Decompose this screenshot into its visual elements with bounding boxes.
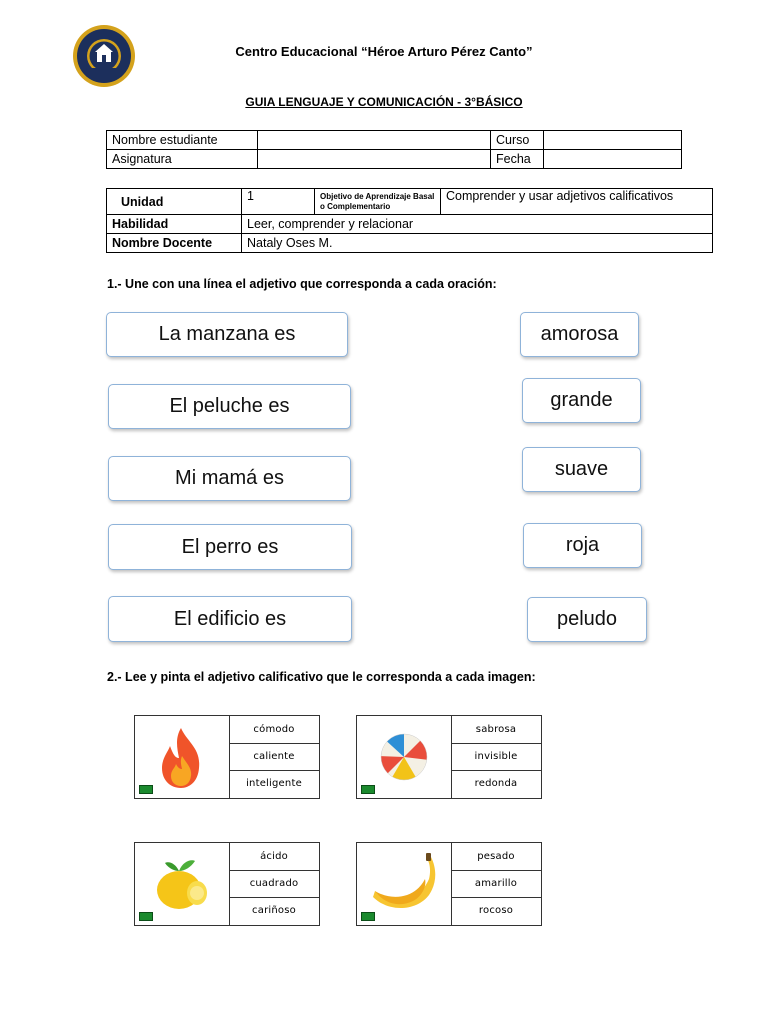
asignatura-label: Asignatura [107, 150, 258, 169]
option-cell[interactable]: cariñoso [252, 905, 296, 916]
option-cell[interactable]: amarillo [451, 870, 541, 898]
nombre-label: Nombre estudiante [107, 131, 258, 150]
sentence-box[interactable]: El peluche es [108, 384, 351, 429]
habilidad-label: Habilidad [107, 215, 242, 234]
question-1-instruction: 1.- Une con una línea el adjetivo que corresponda a cada oración: [107, 277, 497, 291]
picture-card [134, 842, 320, 926]
option-cell[interactable]: caliente [229, 743, 319, 771]
adjective-box[interactable]: suave [522, 447, 641, 492]
habilidad-value: Leer, comprender y relacionar [242, 215, 713, 234]
adjective-box[interactable]: roja [523, 523, 642, 568]
asignatura-field[interactable] [258, 150, 491, 169]
option-cell[interactable]: inteligente [246, 778, 302, 789]
option-cell[interactable]: cómodo [229, 716, 319, 744]
stamp-icon [139, 785, 153, 794]
nombre-field[interactable] [258, 131, 491, 150]
docente-value: Nataly Oses M. [242, 234, 713, 253]
picture-card [356, 715, 542, 799]
objetivo-label: Objetivo de Aprendizaje Basal o Complementario [315, 189, 441, 215]
picture-card [134, 715, 320, 799]
sentence-box[interactable]: El perro es [108, 524, 352, 570]
sentence-box[interactable]: El edificio es [108, 596, 352, 642]
option-cell[interactable]: ácido [229, 843, 319, 871]
option-cell[interactable]: sabrosa [451, 716, 541, 744]
adjective-box[interactable]: amorosa [520, 312, 639, 357]
picture-card [356, 842, 542, 926]
adjective-box[interactable]: peludo [527, 597, 647, 642]
stamp-icon [139, 912, 153, 921]
objetivo-value: Comprender y usar adjetivos calificativos [441, 189, 713, 215]
curso-field[interactable] [544, 131, 682, 150]
option-cell[interactable]: pesado [451, 843, 541, 871]
guide-title: GUIA LENGUAJE Y COMUNICACIÓN - 3°BÁSICO [245, 95, 523, 109]
sentence-box[interactable]: Mi mamá es [108, 456, 351, 501]
unidad-label: Unidad [107, 189, 242, 215]
student-info-table [106, 130, 682, 169]
unidad-value: 1 [242, 189, 315, 215]
sentence-box[interactable]: La manzana es [106, 312, 348, 357]
stamp-icon [361, 785, 375, 794]
fecha-label: Fecha [491, 150, 544, 169]
school-name: Centro Educacional “Héroe Arturo Pérez Canto” [235, 44, 533, 59]
option-cell[interactable]: rocoso [478, 905, 514, 916]
curso-label: Curso [491, 131, 544, 150]
question-2-instruction: 2.- Lee y pinta el adjetivo calificativo que le corresponda a cada imagen: [107, 670, 536, 684]
docente-label: Nombre Docente [107, 234, 242, 253]
option-cell[interactable]: cuadrado [229, 870, 319, 898]
class-info-table [106, 188, 713, 253]
option-cell[interactable]: invisible [451, 743, 541, 771]
fecha-field[interactable] [544, 150, 682, 169]
stamp-icon [361, 912, 375, 921]
option-cell[interactable]: redonda [474, 778, 518, 789]
adjective-box[interactable]: grande [522, 378, 641, 423]
